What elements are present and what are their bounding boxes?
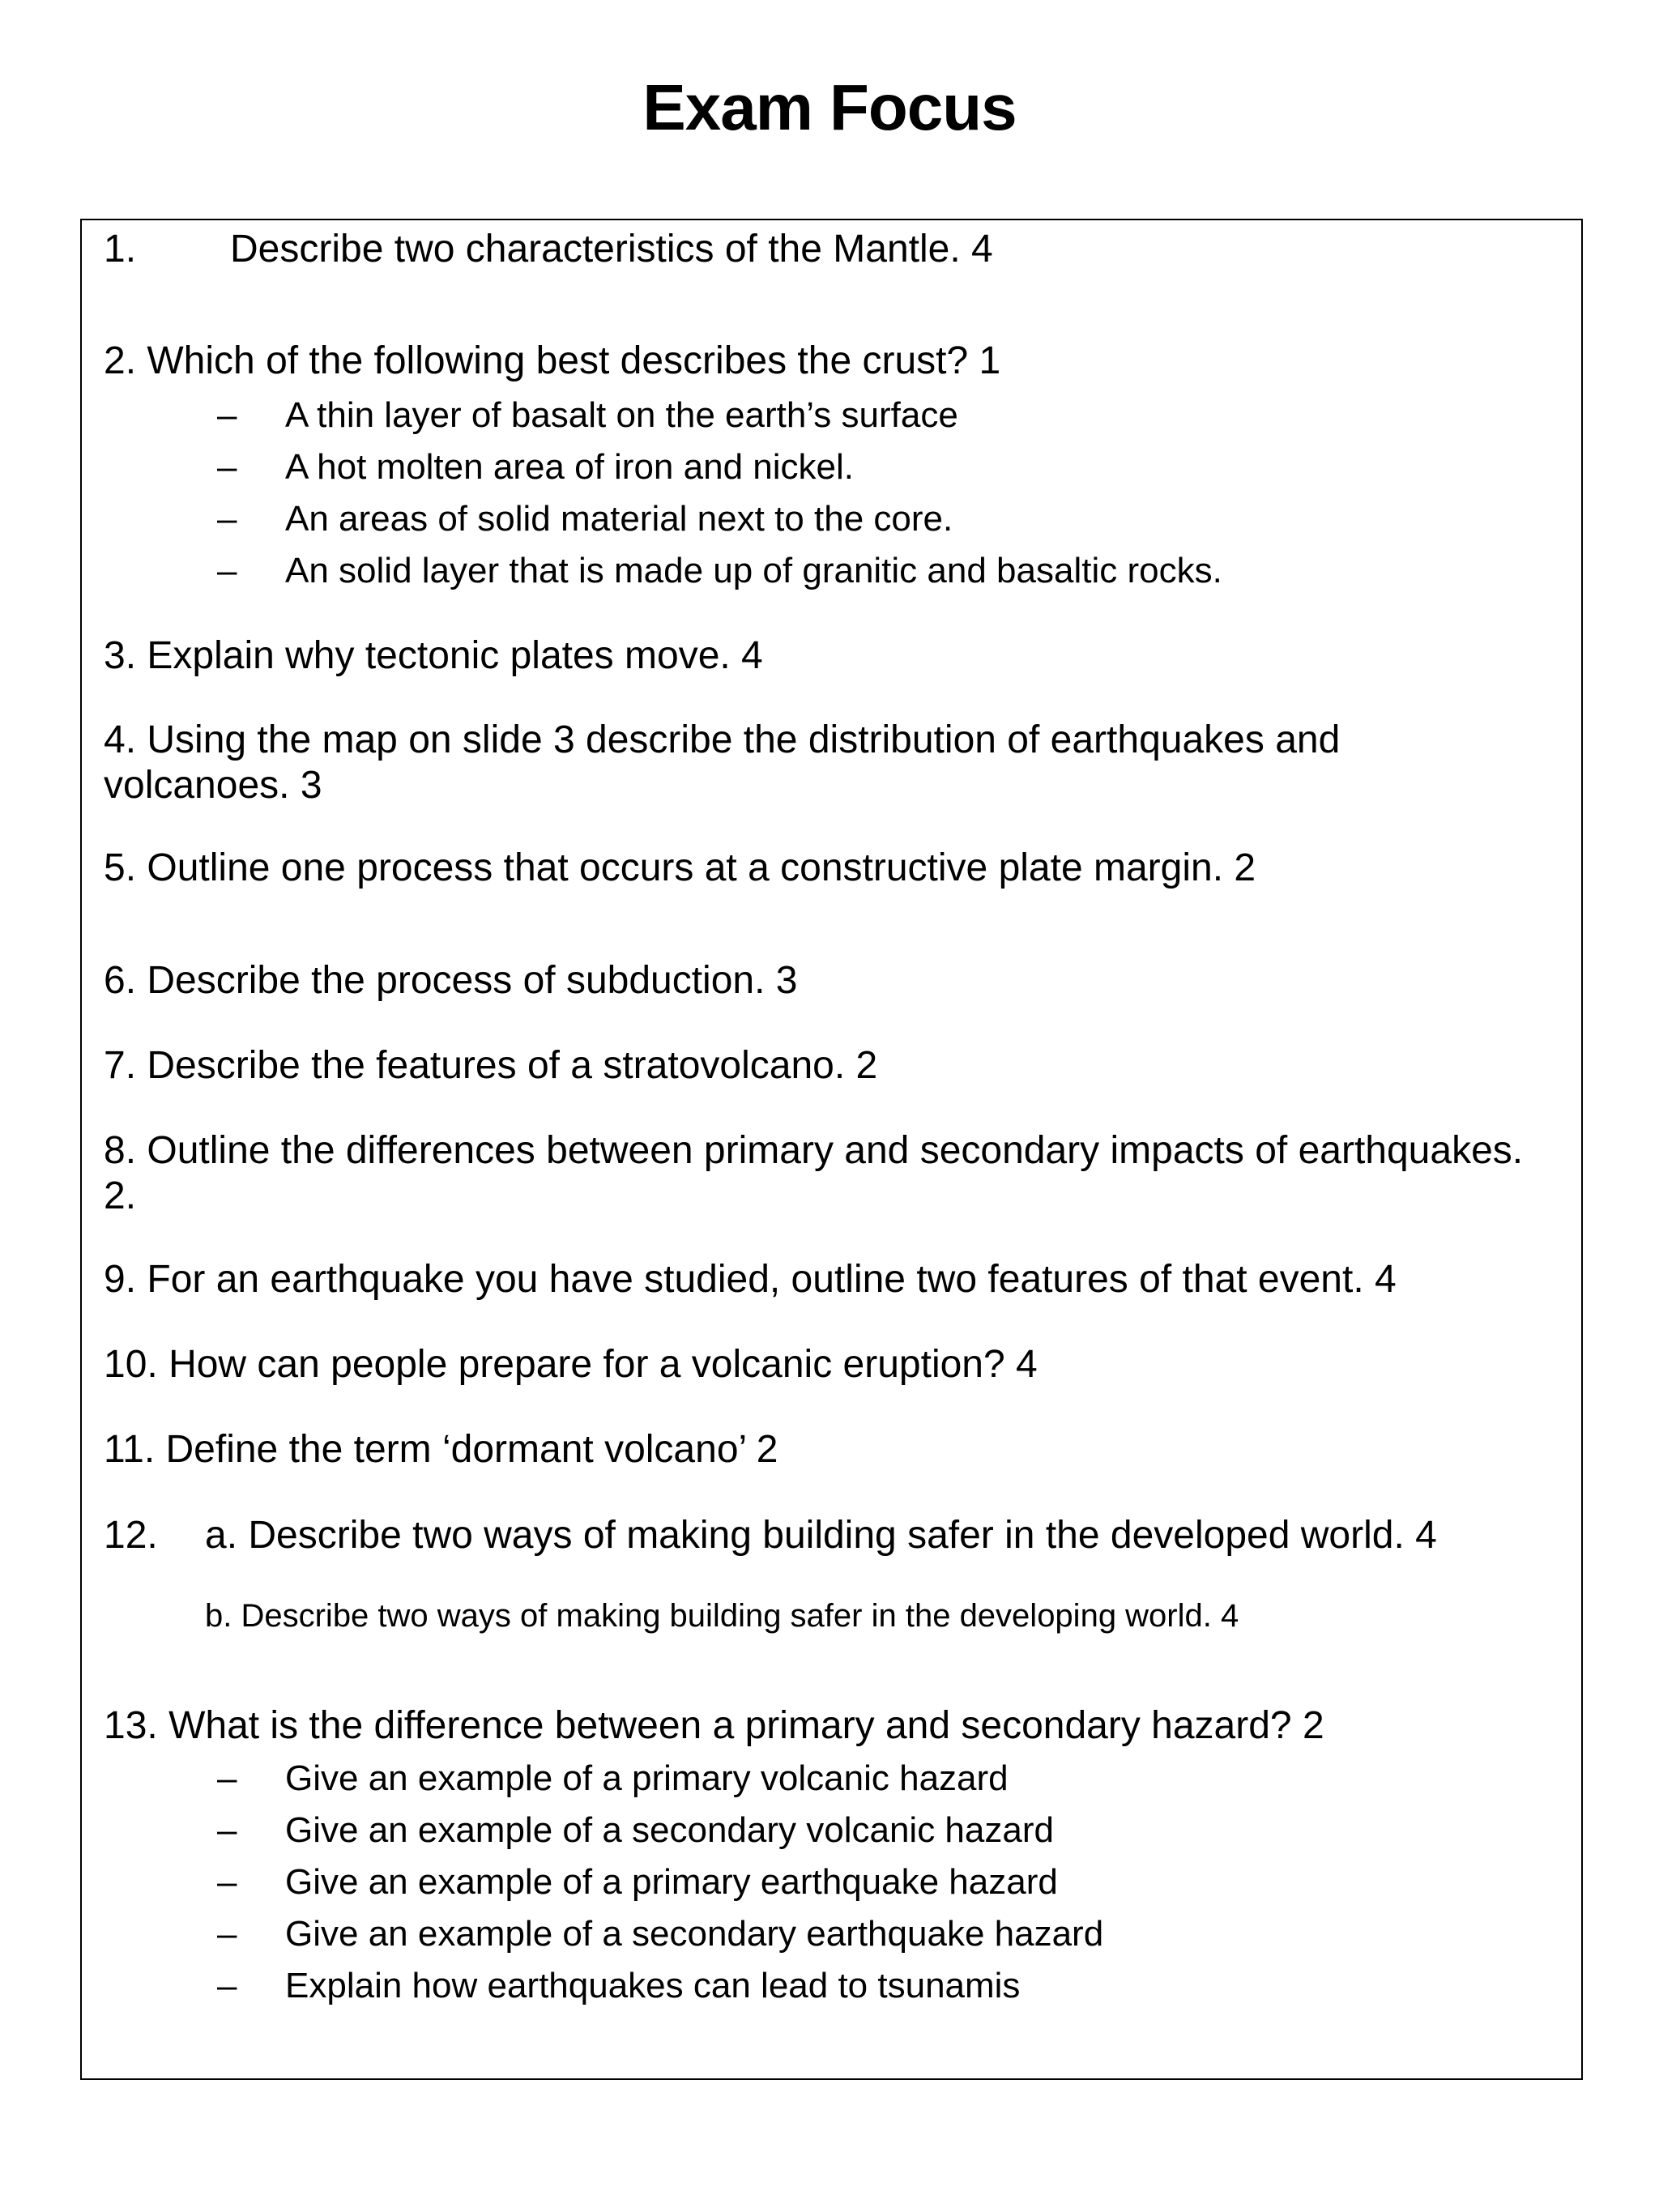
dash-bullet: – (217, 1810, 237, 1850)
item-text: Give an example of a secondary earthquake hazard (285, 1914, 1104, 1954)
dash-bullet: – (217, 447, 237, 487)
question-13: 13. What is the difference between a primary and secondary hazard? 2 (104, 1704, 1324, 1747)
question-6: 6. Describe the process of subduction. 3 (104, 959, 798, 1002)
question-9: 9. For an earthquake you have studied, outline two features of that event. 4 (104, 1258, 1397, 1301)
question-7: 7. Describe the features of a stratovolcano. 2 (104, 1044, 878, 1087)
option-text: An areas of solid material next to the core. (285, 499, 953, 539)
question-2: 2. Which of the following best describes the crust? 1 (104, 339, 1001, 382)
question-12-number: 12. (104, 1514, 158, 1557)
question-5: 5. Outline one process that occurs at a constructive plate margin. 2 (104, 846, 1256, 889)
dash-bullet: – (217, 499, 237, 539)
item-text: Give an example of a primary volcanic hazard (285, 1758, 1009, 1798)
question-12a: a. Describe two ways of making building safer in the developed world. 4 (205, 1514, 1437, 1557)
question-10: 10. How can people prepare for a volcanic eruption? 4 (104, 1343, 1038, 1386)
question-3: 3. Explain why tectonic plates move. 4 (104, 634, 763, 677)
question-4: 4. Using the map on slide 3 describe the distribution of earthquakes and volcanoes. 3 (104, 718, 1341, 807)
question-11: 11. Define the term ‘dormant volcano’ 2 (104, 1428, 778, 1471)
item-text: Give an example of a secondary volcanic hazard (285, 1810, 1054, 1850)
dash-bullet: – (217, 1758, 237, 1798)
page-title: Exam Focus (642, 71, 1017, 143)
question-8: 8. Outline the differences between primary and secondary impacts of earthquakes. 2. (104, 1129, 1524, 1217)
dash-bullet: – (217, 1914, 237, 1954)
dash-bullet: – (217, 551, 237, 590)
question-12b: b. Describe two ways of making building safer in the developing world. 4 (205, 1598, 1239, 1634)
dash-bullet: – (217, 395, 237, 435)
option-text: An solid layer that is made up of granitic and basaltic rocks. (285, 551, 1222, 590)
question-1-number: 1. (104, 228, 137, 271)
item-text: Give an example of a primary earthquake hazard (285, 1862, 1058, 1902)
dash-bullet: – (217, 1862, 237, 1902)
item-text: Explain how earthquakes can lead to tsunamis (285, 1966, 1021, 2005)
option-text: A hot molten area of iron and nickel. (285, 447, 854, 487)
option-text: A thin layer of basalt on the earth’s surface (285, 395, 958, 435)
dash-bullet: – (217, 1966, 237, 2005)
question-1: Describe two characteristics of the Mantle. 4 (230, 228, 993, 271)
